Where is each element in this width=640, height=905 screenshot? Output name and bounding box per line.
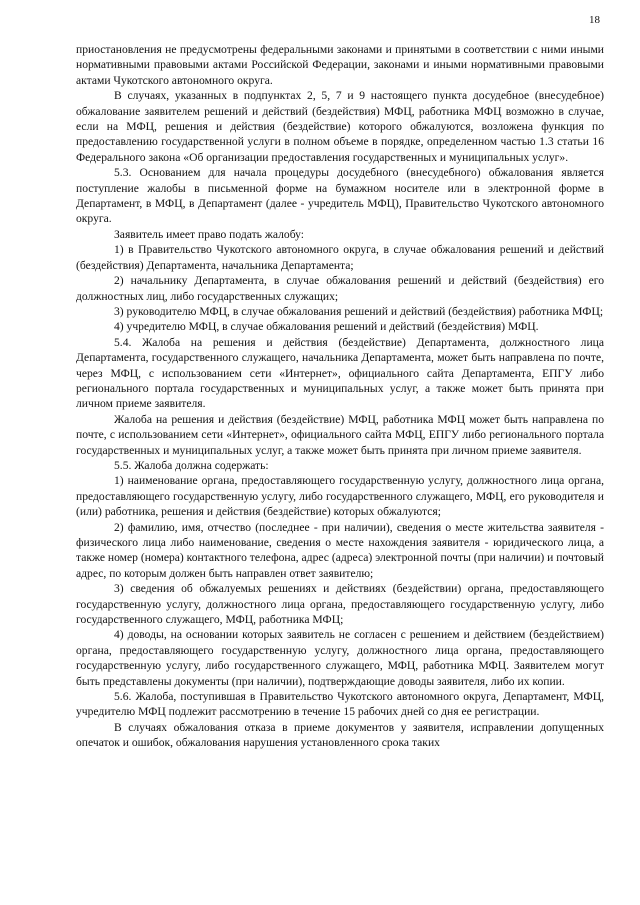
list-item-complaint-to-department-head: 2) начальнику Департамента, в случае обжалования решений и действий (бездействия) его должностных лиц, либо государственных служащих; xyxy=(76,274,604,303)
paragraph-applicant-right: Заявитель имеет право подать жалобу: xyxy=(114,227,305,241)
list-item-applicant-details: 2) фамилию, имя, отчество (последнее - при наличии), сведения о месте жительства заявителя - физического лица либо наименование, сведения о месте нахождения заявителя - юридического лица, а также номер (номера) контактного телефона, адрес (адреса) электронной почты (при наличии) и почтовый адрес, по которым должен быть направлен ответ заявителю; xyxy=(76,520,604,580)
page-number: 18 xyxy=(589,14,600,26)
list-item-complaint-to-government: 1) в Правительство Чукотского автономного округа, в случае обжалования решений и действий (бездействия) Департамента, начальника Департамента; xyxy=(76,243,604,272)
paragraph-continuation: приостановления не предусмотрены федеральными законами и принятыми в соответствии с ними иными нормативными правовыми актами Российской Федерации, законами и иными нормативными правовыми актами Чукотского автономного округа. xyxy=(76,43,604,87)
list-item-complaint-to-mfc-head: 3) руководителю МФЦ, в случае обжалования решений и действий (бездействия) работника МФЦ; xyxy=(114,304,604,318)
paragraph-5-5: 5.5. Жалоба должна содержать: xyxy=(114,458,269,472)
list-item-complaint-to-mfc-founder: 4) учредителю МФЦ, в случае обжалования решений и действий (бездействия) МФЦ. xyxy=(114,320,539,334)
paragraph-mfc-complaint-channels: Жалоба на решения и действия (бездействие) МФЦ, работника МФЦ может быть направлена по почте, с использованием сети «Интернет», официального сайта МФЦ, ЕПГУ либо регионального портала государственных и муниципальных услуг, а также может быть принята при личном приеме заявителя. xyxy=(76,412,604,457)
paragraph-refusal-cases: В случаях обжалования отказа в приеме документов у заявителя, исправлении допущенных опечаток и ошибок, обжалования нарушения установленного срока таких xyxy=(76,720,604,750)
list-item-arguments: 4) доводы, на основании которых заявитель не согласен с решением и действием (бездействием) органа, предоставляющего государственную услугу, должностного лица органа, предоставляющего государственную услугу, либо государственного служащего, МФЦ, работника МФЦ. Заявителем могут быть представлены документы (при наличии), подтверждающие доводы заявителя, либо их копии. xyxy=(76,628,604,688)
paragraph-5-6: 5.6. Жалоба, поступившая в Правительство Чукотского автономного округа, Департамент, МФЦ, учредителю МФЦ подлежит рассмотрению в течение 15 рабочих дней со дня ее регистрации. xyxy=(76,690,604,719)
list-item-authority-name: 1) наименование органа, предоставляющего государственную услугу, должностного лица органа, предоставляющего государственную услугу, либо государственного служащего, МФЦ, его руководителя и (или) работника, решения и действия (бездействие) которых обжалуются; xyxy=(76,474,604,519)
paragraph-pretrial-appeal-cases: В случаях, указанных в подпунктах 2, 5, 7 и 9 настоящего пункта досудебное (внесудебное) обжалование заявителем решений и действий (бездействия) МФЦ, работника МФЦ возможно в случае, если на МФЦ, решения и действия (бездействие) которого обжалуются, возложена функция по предоставлению государственной услуги в полном объеме в порядке, определенном частью 1.3 статьи 16 Федерального закона «Об организации предоставления государственных и муниципальных услуг». xyxy=(76,89,604,164)
document-body xyxy=(76,42,604,751)
paragraph-5-4: 5.4. Жалоба на решения и действия (бездействие) Департамента, должностного лица Департамента, государственного служащего, начальника Департамента, может быть направлена по почте, через МФЦ, с использованием сети «Интернет», официального сайта Департамента, ЕПГУ либо регионального портала государственных и муниципальных услуг, а также может быть принята при личном приеме заявителя. xyxy=(76,335,604,411)
paragraph-5-3: 5.3. Основанием для начала процедуры досудебного (внесудебного) обжалования является поступление жалобы в письменной форме на бумажном носителе или в электронной форме в Департамент, в МФЦ, в Департамент (далее - учредитель МФЦ), Правительство Чукотского автономного округа. xyxy=(76,166,604,226)
list-item-appealed-decisions: 3) сведения об обжалуемых решениях и действиях (бездействии) органа, предоставляющего государственную услугу, должностного лица органа, предоставляющего государственную услугу, либо государственного служащего, МФЦ, работника МФЦ; xyxy=(76,582,604,627)
